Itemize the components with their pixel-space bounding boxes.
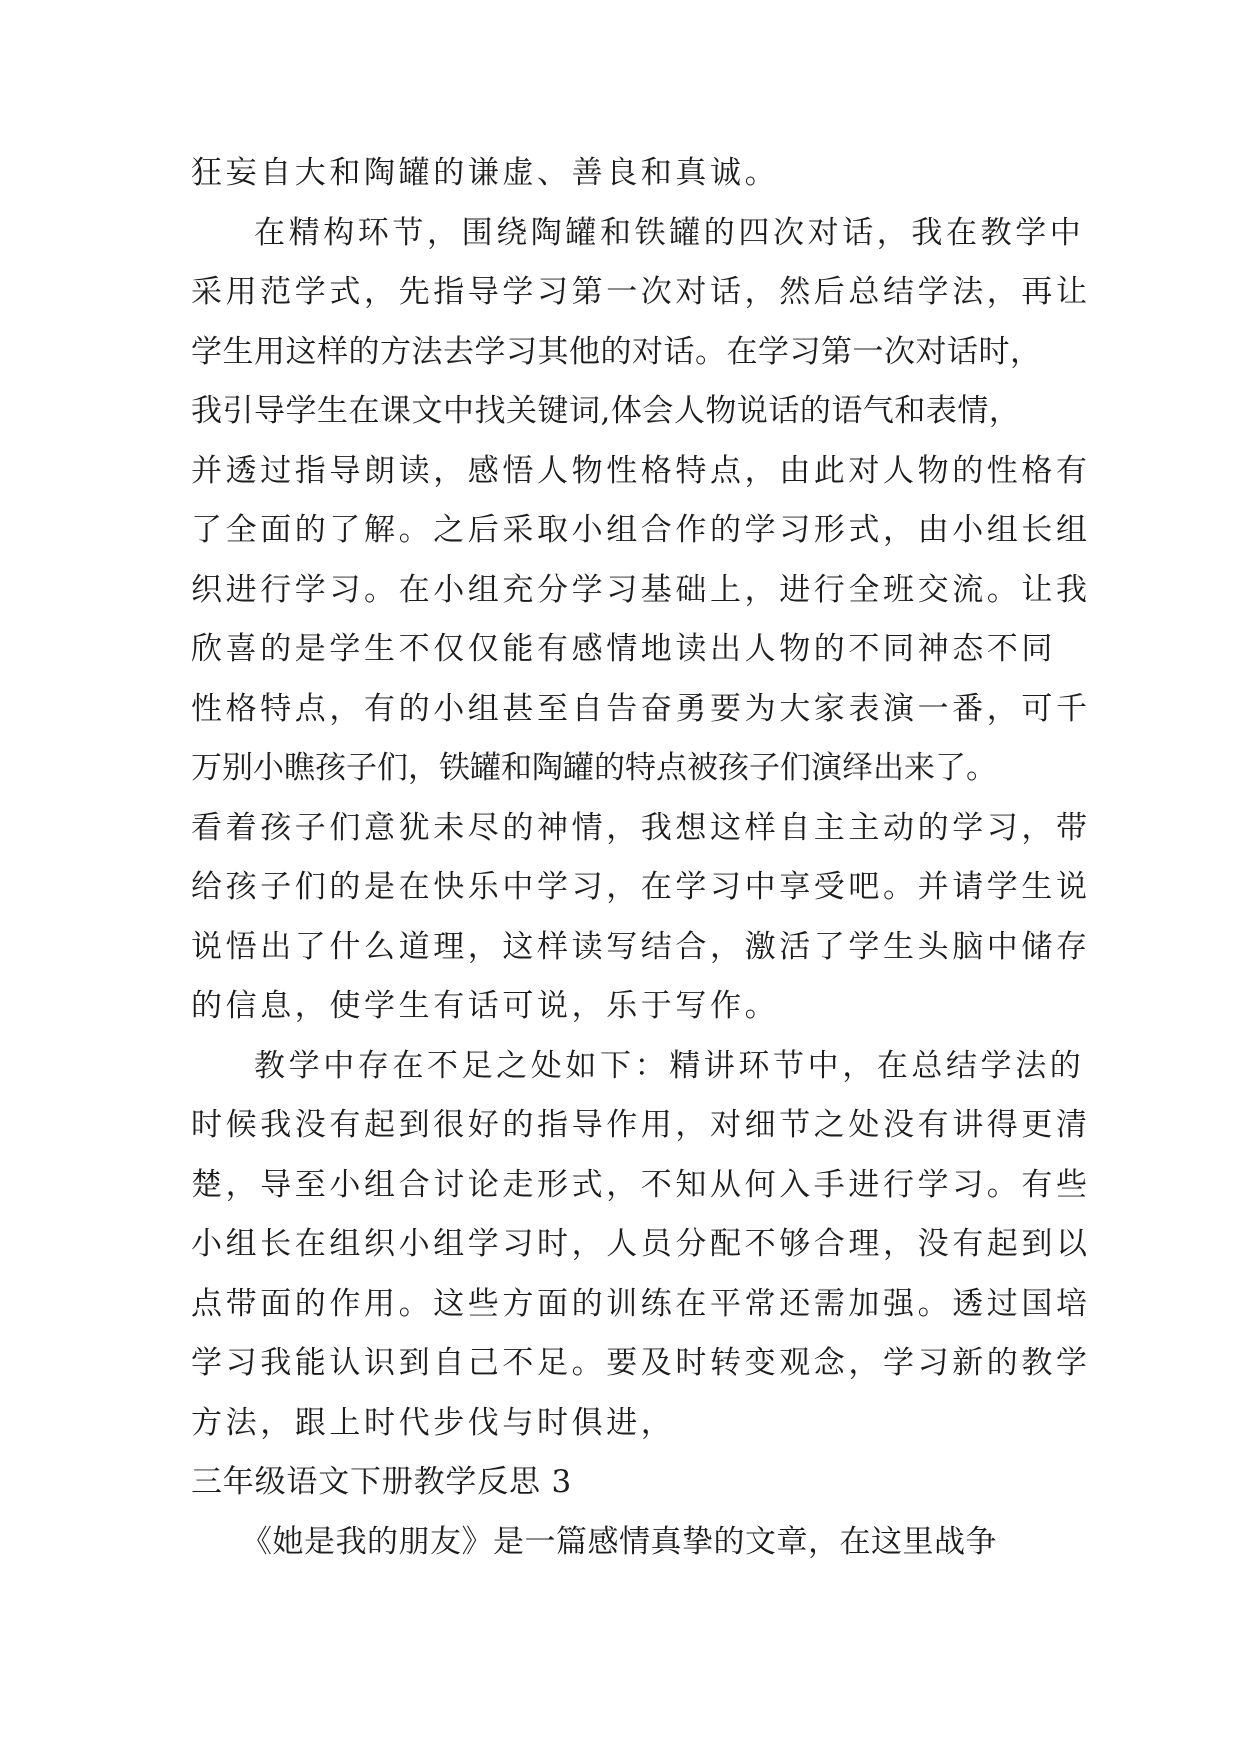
paragraph-3-line-2: 时候我没有起到很好的指导作用，对细节之处没有讲得更清 <box>191 1107 1091 1143</box>
paragraph-2-line-7: 织进行学习。在小组充分学习基础上，进行全班交流。让我 <box>191 572 1091 608</box>
paragraph-2-line-5: 并透过指导朗读，感悟人物性格特点，由此对人物的性格有 <box>191 453 1091 489</box>
paragraph-2-line-12: 给孩子们的是在快乐中学习，在学习中享受吧。并请学生说 <box>191 869 1091 905</box>
paragraph-4-line-1: 《她是我的朋友》是一篇感情真挚的文章，在这里战争 <box>241 1524 997 1560</box>
paragraph-2-line-8: 欣喜的是学生不仅仅能有感情地读出人物的不同神态不同 <box>191 631 1056 667</box>
paragraph-2-line-13: 说悟出了什么道理，这样读写结合，激活了学生头脑中储存 <box>191 929 1091 965</box>
paragraph-2-line-11: 看着孩子们意犹未尽的神情，我想这样自主主动的学习，带 <box>191 810 1091 846</box>
paragraph-2-line-3: 学生用这样的方法去学习其他的对话。在学习第一次对话时， <box>191 334 1042 370</box>
paragraph-3-line-7: 方法，跟上时代步伐与时俱进， <box>191 1405 676 1441</box>
paragraph-2-line-9: 性格特点，有的小组甚至自告奋勇要为大家表演一番，可千 <box>191 691 1091 727</box>
paragraph-2-line-14: 的信息，使学生有话可说，乐于写作。 <box>191 988 780 1024</box>
paragraph-2-line-6: 了全面的了解。之后采取小组合作的学习形式，由小组长组 <box>191 512 1091 548</box>
paragraph-3-line-4: 小组长在组织小组学习时，人员分配不够合理，没有起到以 <box>191 1226 1091 1262</box>
paragraph-3-line-5: 点带面的作用。这些方面的训练在平常还需加强。透过国培 <box>191 1286 1091 1322</box>
paragraph-1-line-1: 狂妄自大和陶罐的谦虚、善良和真诚。 <box>191 155 780 191</box>
section-heading: 三年级语文下册教学反思 3 <box>191 1464 572 1500</box>
paragraph-2-line-10: 万别小瞧孩子们，铁罐和陶罐的特点被孩子们演绎出来了。 <box>191 750 997 786</box>
paragraph-3-line-6: 学习我能认识到自己不足。要及时转变观念，学习新的教学 <box>191 1345 1091 1381</box>
paragraph-3-line-1: 教学中存在不足之处如下：精讲环节中，在总结学法的 <box>254 1048 1085 1084</box>
paragraph-2-line-4: 我引导学生在课文中找关键词,体会人物说话的语气和表情， <box>191 393 1021 429</box>
paragraph-2-line-2: 采用范学式，先指导学习第一次对话，然后总结学法，再让 <box>191 274 1091 310</box>
paragraph-3-line-3: 楚，导至小组合讨论走形式，不知从何入手进行学习。有些 <box>191 1167 1091 1203</box>
paragraph-2-line-1: 在精构环节，围绕陶罐和铁罐的四次对话，我在教学中 <box>254 215 1085 251</box>
